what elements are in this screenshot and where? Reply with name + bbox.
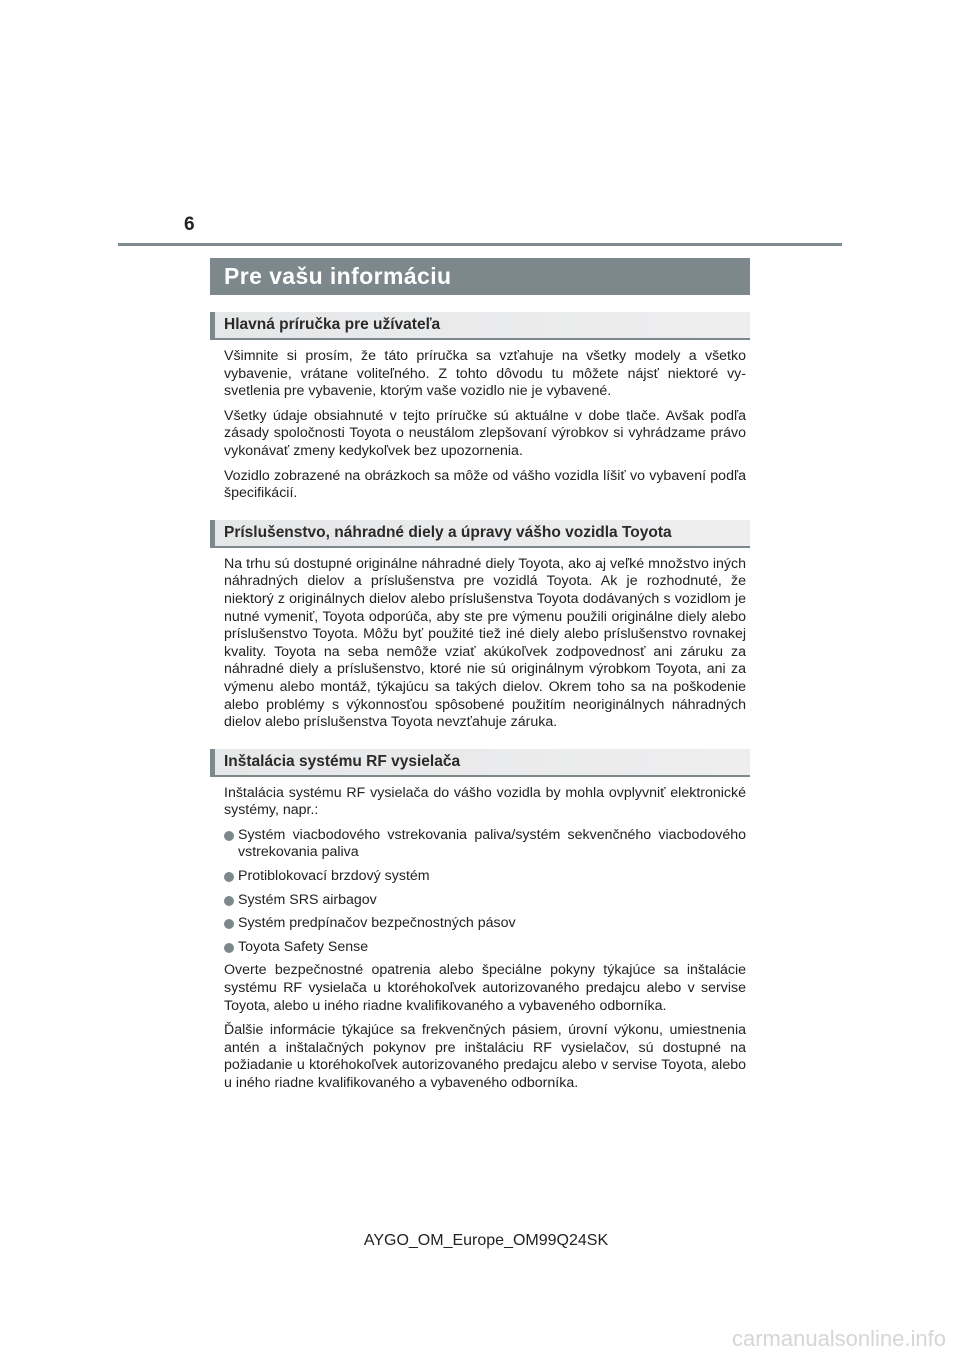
paragraph: Inštalácia systému RF vysielača do vášho vozidla by mohla ovplyvniť elektronické systémy, napr.: (224, 784, 746, 819)
bullet-text: Protiblokovací brzdový systém (238, 868, 430, 885)
page-content (210, 312, 750, 1100)
bullet-item (210, 939, 750, 957)
page-number: 6 (184, 214, 195, 235)
bullet-dot-icon (224, 831, 234, 841)
bullet-item (210, 827, 750, 862)
section-heading-accessories (210, 520, 750, 548)
paragraph: Všimnite si prosím, že táto príručka sa vzťahuje na všetky modely a všetko vybavenie, vrátane voliteľného. Z tohto dôvodu tu môžete nájsť niektoré vysvetlenia pre vybavenie, ktorým vaše vozidlo nie je vybavené. (224, 348, 746, 400)
page-title-bar (210, 258, 750, 295)
section-heading-text: Príslušenstvo, náhradné diely a úpravy vášho vozidla Toyota (224, 523, 672, 541)
bullet-dot-icon (224, 872, 234, 882)
footer-code: AYGO_OM_Europe_OM99Q24SK (363, 1232, 609, 1249)
bullet-text: Systém viacbodového vstrekovania paliva/systém sekvenčného viacbodového vstrekovania paliva (238, 826, 746, 861)
paragraph: Všetky údaje obsiahnuté v tejto príručke sú aktuálne v dobe tlače. Avšak podľa zásady spoločnosti Toyota o neustálom zlepšovaní výrobkov si vyhrádzame právo vykonávať zmeny kedykoľvek bez upozornenia. (224, 407, 746, 459)
bullet-dot-icon (224, 919, 234, 929)
bullet-text: Systém predpínačov bezpečnostných pásov (238, 915, 516, 932)
bullet-dot-icon (224, 896, 234, 906)
paragraph: Ďalšie informácie týkajúce sa frekvenčných pásiem, úrovní výkonu, umiestnenia antén a inštalačných pokynov pre inštaláciu RF vysielačov, sú dostupné na požiadanie u ktoréhokoľvek autorizovaného predajcu alebo v servise Toyota, alebo u iného riadne kvalifikovaného a vybaveného odborníka. (224, 1022, 746, 1091)
paragraph: Na trhu sú dostupné originálne náhradné diely Toyota, ako aj veľké množstvo iných náhradných dielov a príslušenstva pre vozidlá Toyota. Ak je rozhodnuté, že niektorý z originálnych dielov alebo príslušenstva Toyota dodávaných s vozidlom je nutné vymeniť, Toyota odporúča, aby ste pre výmenu použili originálne diely alebo príslušenstvo Toyota. Môžu byť použité tiež iné diely alebo príslušenstvo rovnakej kvality. Toyota na seba nemôže vziať akúkoľvek zodpovednosť ani záruku za náhradné diely a príslušenstvo, ktoré nie sú originálnym výrobkom Toyota, ani za výmenu alebo montáž, týkajúcu sa takých dielov. Okrem toho sa na poškodenie alebo problémy s výkonnosťou spôsobené použitím neoriginálnych náhradných dielov alebo príslušenstva Toyota nevzťahuje záruka. (224, 555, 746, 731)
section-heading-text: Hlavná príručka pre užívateľa (224, 316, 441, 333)
bullet-item (210, 915, 750, 933)
section-heading-main-manual (210, 312, 750, 340)
watermark: carmanualsonline.info (731, 1326, 946, 1351)
paragraph: Vozidlo zobrazené na obrázkoch sa môže od vášho vozidla líšiť vo vybavení podľa špecifikácií. (224, 467, 746, 502)
paragraph: Overte bezpečnostné opatrenia alebo špeciálne pokyny týkajúce sa inštalácie systému RF vysielača u ktoréhokoľvek autorizovaného predajcu alebo v servise Toyota, alebo u iného riadne kvalifikovaného a vybaveného odborníka. (224, 962, 746, 1014)
header-rule (118, 243, 842, 246)
section-heading-text: Inštalácia systému RF vysielača (224, 752, 461, 770)
bullet-dot-icon (224, 943, 234, 953)
bullet-text: Toyota Safety Sense (238, 938, 369, 955)
bullet-text: Systém SRS airbagov (238, 891, 377, 908)
section-heading-rf-transmitter (210, 749, 750, 777)
page-title: Pre vašu informáciu (224, 263, 452, 289)
bullet-item (210, 892, 750, 910)
bullet-item (210, 868, 750, 886)
